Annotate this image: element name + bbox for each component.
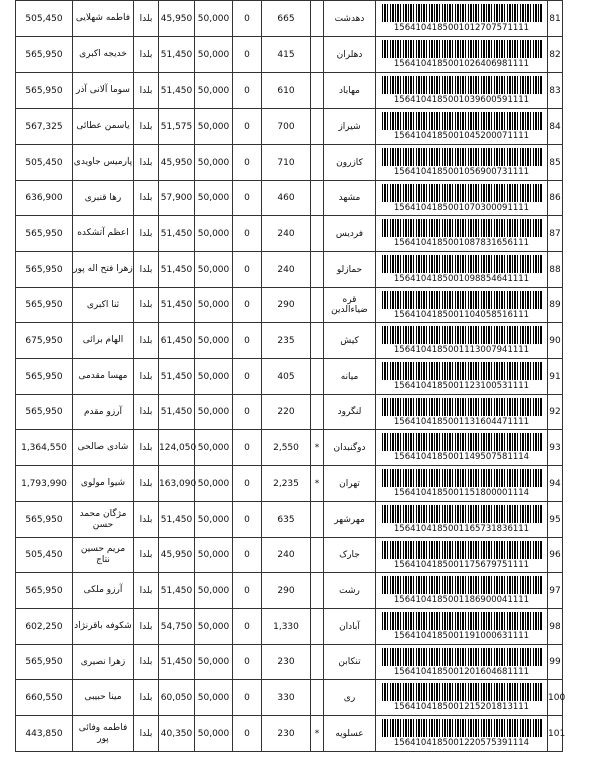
row-number-cell: 96: [548, 538, 563, 573]
flag-cell: [311, 109, 324, 145]
weight-cell: 2,550: [262, 430, 311, 466]
city-cell: مشهد: [324, 181, 376, 216]
unit-cell: بلدا: [134, 37, 159, 73]
barcode-image: [382, 541, 542, 559]
zero-cell: 0: [233, 430, 262, 466]
zero-cell: 0: [233, 466, 262, 502]
barcode-image: [382, 398, 542, 416]
barcode-image: [382, 255, 542, 273]
row-number-cell: 99: [548, 645, 563, 680]
table-row: [16, 216, 563, 252]
barcode-image: [382, 4, 542, 22]
barcode-image: [382, 469, 542, 487]
barcode-cell: [376, 466, 548, 502]
unit-cell: بلدا: [134, 680, 159, 716]
subtotal-cell: 51,450: [159, 216, 195, 252]
flag-cell: [311, 359, 324, 395]
weight-cell: 405: [262, 359, 311, 395]
city-cell: جارک: [324, 538, 376, 573]
tracking-code: 1564104185001175679751111: [393, 559, 530, 570]
weight-cell: 240: [262, 538, 311, 573]
unit-cell: بلدا: [134, 73, 159, 109]
barcode-cell: [376, 145, 548, 181]
flag-cell: [311, 252, 324, 288]
city-cell: دوگنبدان: [324, 430, 376, 466]
base-fee-cell: 50,000: [195, 466, 233, 502]
row-number-cell: 85: [548, 145, 563, 181]
barcode-cell: [376, 73, 548, 109]
unit-cell: بلدا: [134, 181, 159, 216]
zero-cell: 0: [233, 288, 262, 323]
barcode-cell: [376, 430, 548, 466]
city-cell: دهدشت: [324, 1, 376, 37]
city-cell: ری: [324, 680, 376, 716]
row-number-cell: 82: [548, 37, 563, 73]
table-row: [16, 323, 563, 359]
unit-cell: بلدا: [134, 466, 159, 502]
barcode-image: [382, 184, 542, 202]
total-cell: 505,450: [16, 1, 73, 37]
unit-cell: بلدا: [134, 109, 159, 145]
base-fee-cell: 50,000: [195, 1, 233, 37]
total-cell: 505,450: [16, 538, 73, 573]
table-row: [16, 73, 563, 109]
flag-cell: [311, 216, 324, 252]
subtotal-cell: 57,900: [159, 181, 195, 216]
base-fee-cell: 50,000: [195, 395, 233, 430]
recipient-name-cell: شیوا مولوی: [73, 466, 134, 502]
recipient-name-cell: آرزو ملکی: [73, 573, 134, 609]
recipient-name-cell: یاسمن عطائی: [73, 109, 134, 145]
tracking-code: 1564104185001165731836111: [393, 524, 530, 534]
barcode-cell: [376, 395, 548, 430]
recipient-name-cell: مژگان محمد حسن: [73, 502, 134, 538]
recipient-name-cell: شادی صالحی: [73, 430, 134, 466]
total-cell: 1,364,550: [16, 430, 73, 466]
weight-cell: 415: [262, 37, 311, 73]
flag-cell: [311, 323, 324, 359]
table-row: [16, 181, 563, 216]
subtotal-cell: 51,575: [159, 109, 195, 145]
total-cell: 565,950: [16, 645, 73, 680]
barcode-cell: [376, 323, 548, 359]
zero-cell: 0: [233, 181, 262, 216]
base-fee-cell: 50,000: [195, 288, 233, 323]
total-cell: 565,950: [16, 288, 73, 323]
unit-cell: بلدا: [134, 645, 159, 680]
tracking-code: 1564104185001215201813111: [393, 702, 530, 712]
city-cell: فردیس: [324, 216, 376, 252]
base-fee-cell: 50,000: [195, 145, 233, 181]
total-cell: 565,950: [16, 216, 73, 252]
zero-cell: 0: [233, 73, 262, 109]
subtotal-cell: 51,450: [159, 73, 195, 109]
flag-cell: [311, 645, 324, 680]
city-cell: قره ضیاءالدین: [324, 288, 376, 323]
flag-cell: [311, 680, 324, 716]
subtotal-cell: 45,950: [159, 1, 195, 37]
table-row: [16, 37, 563, 73]
row-number-cell: 92: [548, 395, 563, 430]
shipment-table: [15, 0, 566, 752]
table-row: [16, 1, 563, 37]
tracking-code: 1564104185001186900041111: [393, 595, 530, 605]
subtotal-cell: 51,450: [159, 37, 195, 73]
row-number-cell: 93: [548, 430, 563, 466]
barcode-cell: [376, 252, 548, 288]
weight-cell: 240: [262, 216, 311, 252]
subtotal-cell: 45,950: [159, 145, 195, 181]
recipient-name-cell: ثنا اکبری: [73, 288, 134, 323]
weight-cell: 610: [262, 73, 311, 109]
base-fee-cell: 50,000: [195, 716, 233, 752]
weight-cell: 220: [262, 395, 311, 430]
weight-cell: 700: [262, 109, 311, 145]
subtotal-cell: 45,950: [159, 538, 195, 573]
zero-cell: 0: [233, 216, 262, 252]
total-cell: 675,950: [16, 323, 73, 359]
city-cell: عسلویه: [324, 716, 376, 752]
barcode-image: [382, 683, 542, 701]
base-fee-cell: 50,000: [195, 252, 233, 288]
base-fee-cell: 50,000: [195, 216, 233, 252]
city-cell: کیش: [324, 323, 376, 359]
flag-cell: [311, 1, 324, 37]
recipient-name-cell: اعظم آتشکده: [73, 216, 134, 252]
row-number-cell: 101: [548, 716, 563, 752]
barcode-cell: [376, 538, 548, 573]
recipient-name-cell: شکوفه باقرنژاد: [73, 609, 134, 645]
subtotal-cell: 163,090: [159, 466, 195, 502]
weight-cell: 635: [262, 502, 311, 538]
barcode-cell: [376, 609, 548, 645]
barcode-cell: [376, 109, 548, 145]
tracking-code: 1564104185001039600591111: [393, 95, 530, 105]
table-row: [16, 609, 563, 645]
row-number-cell: 91: [548, 359, 563, 395]
tracking-code: 1564104185001123100531111: [393, 381, 530, 391]
barcode-cell: [376, 288, 548, 323]
base-fee-cell: 50,000: [195, 73, 233, 109]
unit-cell: بلدا: [134, 430, 159, 466]
subtotal-cell: 51,450: [159, 359, 195, 395]
weight-cell: 290: [262, 573, 311, 609]
tracking-code: 1564104185001113007941111: [393, 345, 530, 355]
total-cell: 636,900: [16, 181, 73, 216]
base-fee-cell: 50,000: [195, 181, 233, 216]
flag-cell: *: [311, 716, 324, 752]
table-row: [16, 359, 563, 395]
flag-cell: *: [311, 430, 324, 466]
zero-cell: 0: [233, 145, 262, 181]
tracking-code: 1564104185001012707571111: [393, 23, 530, 33]
recipient-name-cell: سوما آلانی آذر: [73, 73, 134, 109]
zero-cell: 0: [233, 395, 262, 430]
weight-cell: 230: [262, 645, 311, 680]
recipient-name-cell: پارمیس جاویدی: [73, 145, 134, 181]
base-fee-cell: 50,000: [195, 645, 233, 680]
table-row: [16, 466, 563, 502]
row-number-cell: 100: [548, 680, 563, 716]
unit-cell: بلدا: [134, 716, 159, 752]
table-row: [16, 680, 563, 716]
flag-cell: [311, 37, 324, 73]
table-row: [16, 645, 563, 680]
table-row: [16, 538, 563, 573]
flag-cell: [311, 609, 324, 645]
tracking-code: 1564104185001149507581114: [393, 452, 530, 462]
row-number-cell: 86: [548, 181, 563, 216]
barcode-image: [382, 433, 542, 451]
flag-cell: [311, 145, 324, 181]
barcode-image: [382, 719, 542, 737]
total-cell: 565,950: [16, 252, 73, 288]
barcode-cell: [376, 216, 548, 252]
barcode-image: [382, 219, 542, 237]
tracking-code: 1564104185001056900731111: [393, 167, 530, 177]
recipient-name-cell: مینا حبیبی: [73, 680, 134, 716]
subtotal-cell: 124,050: [159, 430, 195, 466]
barcode-image: [382, 326, 542, 344]
total-cell: 567,325: [16, 109, 73, 145]
subtotal-cell: 54,750: [159, 609, 195, 645]
barcode-image: [382, 148, 542, 166]
total-cell: 660,550: [16, 680, 73, 716]
base-fee-cell: 50,000: [195, 359, 233, 395]
row-number-cell: 81: [548, 1, 563, 37]
base-fee-cell: 50,000: [195, 538, 233, 573]
base-fee-cell: 50,000: [195, 502, 233, 538]
total-cell: 505,450: [16, 145, 73, 181]
weight-cell: 2,235: [262, 466, 311, 502]
total-cell: 602,250: [16, 609, 73, 645]
subtotal-cell: 60,050: [159, 680, 195, 716]
unit-cell: بلدا: [134, 252, 159, 288]
row-number-cell: 88: [548, 252, 563, 288]
shipment-list-sheet: [15, 0, 566, 752]
unit-cell: بلدا: [134, 502, 159, 538]
total-cell: 565,950: [16, 395, 73, 430]
weight-cell: 240: [262, 252, 311, 288]
row-number-cell: 95: [548, 502, 563, 538]
city-cell: مهاباد: [324, 73, 376, 109]
city-cell: کازرون: [324, 145, 376, 181]
table-row: [16, 430, 563, 466]
city-cell: میانه: [324, 359, 376, 395]
base-fee-cell: 50,000: [195, 109, 233, 145]
row-number-cell: 83: [548, 73, 563, 109]
table-row: [16, 395, 563, 430]
table-row: [16, 109, 563, 145]
base-fee-cell: 50,000: [195, 323, 233, 359]
tracking-code: 1564104185001220575391114: [393, 738, 530, 748]
weight-cell: 460: [262, 181, 311, 216]
barcode-image: [382, 76, 542, 94]
subtotal-cell: 51,450: [159, 252, 195, 288]
zero-cell: 0: [233, 680, 262, 716]
tracking-code: 1564104185001087831656111: [393, 238, 530, 248]
unit-cell: بلدا: [134, 216, 159, 252]
zero-cell: 0: [233, 252, 262, 288]
flag-cell: [311, 288, 324, 323]
base-fee-cell: 50,000: [195, 573, 233, 609]
row-number-cell: 87: [548, 216, 563, 252]
tracking-code: 1564104185001191000631111: [393, 631, 530, 641]
recipient-name-cell: فاطمه شهلایی: [73, 1, 134, 37]
recipient-name-cell: الهام برائی: [73, 323, 134, 359]
recipient-name-cell: فاطمه وفائی پور: [73, 716, 134, 752]
tracking-code: 1564104185001026406981111: [393, 59, 530, 69]
table-body: [16, 1, 566, 752]
flag-cell: [311, 573, 324, 609]
unit-cell: بلدا: [134, 1, 159, 37]
unit-cell: بلدا: [134, 609, 159, 645]
weight-cell: 710: [262, 145, 311, 181]
tracking-code: 1564104185001104058516111: [393, 309, 530, 320]
unit-cell: بلدا: [134, 288, 159, 323]
tracking-code: 1564104185001070300091111: [393, 202, 530, 213]
base-fee-cell: 50,000: [195, 37, 233, 73]
row-number-cell: 98: [548, 609, 563, 645]
barcode-image: [382, 291, 542, 309]
total-cell: 443,850: [16, 716, 73, 752]
weight-cell: 665: [262, 1, 311, 37]
weight-cell: 290: [262, 288, 311, 323]
tracking-code: 1564104185001201604681111: [393, 666, 530, 677]
tracking-code: 1564104185001131604471111: [393, 416, 530, 427]
barcode-image: [382, 612, 542, 630]
weight-cell: 235: [262, 323, 311, 359]
recipient-name-cell: خدیجه اکبری: [73, 37, 134, 73]
unit-cell: بلدا: [134, 538, 159, 573]
barcode-image: [382, 648, 542, 666]
barcode-cell: [376, 680, 548, 716]
zero-cell: 0: [233, 1, 262, 37]
row-number-cell: 94: [548, 466, 563, 502]
recipient-name-cell: آرزو مقدم: [73, 395, 134, 430]
zero-cell: 0: [233, 37, 262, 73]
table-row: [16, 145, 563, 181]
row-number-cell: 89: [548, 288, 563, 323]
unit-cell: بلدا: [134, 573, 159, 609]
city-cell: حمازلو: [324, 252, 376, 288]
barcode-image: [382, 576, 542, 594]
total-cell: 1,793,990: [16, 466, 73, 502]
zero-cell: 0: [233, 323, 262, 359]
barcode-cell: [376, 645, 548, 680]
tracking-code: 1564104185001098854641111: [393, 274, 530, 284]
barcode-cell: [376, 1, 548, 37]
subtotal-cell: 51,450: [159, 573, 195, 609]
city-cell: دهلران: [324, 37, 376, 73]
subtotal-cell: 51,450: [159, 502, 195, 538]
barcode-cell: [376, 37, 548, 73]
row-number-cell: 97: [548, 573, 563, 609]
total-cell: 565,950: [16, 37, 73, 73]
city-cell: لنگرود: [324, 395, 376, 430]
base-fee-cell: 50,000: [195, 430, 233, 466]
recipient-name-cell: مریم حسین نتاج: [73, 538, 134, 573]
barcode-cell: [376, 716, 548, 752]
zero-cell: 0: [233, 109, 262, 145]
subtotal-cell: 51,450: [159, 395, 195, 430]
recipient-name-cell: زهرا فتح اله پور: [73, 252, 134, 288]
total-cell: 565,950: [16, 73, 73, 109]
unit-cell: بلدا: [134, 395, 159, 430]
zero-cell: 0: [233, 359, 262, 395]
zero-cell: 0: [233, 645, 262, 680]
barcode-image: [382, 112, 542, 130]
unit-cell: بلدا: [134, 145, 159, 181]
base-fee-cell: 50,000: [195, 680, 233, 716]
city-cell: شیراز: [324, 109, 376, 145]
total-cell: 565,950: [16, 502, 73, 538]
flag-cell: [311, 73, 324, 109]
city-cell: آبادان: [324, 609, 376, 645]
table-row: [16, 288, 563, 323]
subtotal-cell: 51,450: [159, 645, 195, 680]
zero-cell: 0: [233, 716, 262, 752]
flag-cell: [311, 538, 324, 573]
table-row: [16, 502, 563, 538]
weight-cell: 330: [262, 680, 311, 716]
barcode-cell: [376, 181, 548, 216]
row-number-cell: 90: [548, 323, 563, 359]
barcode-image: [382, 505, 542, 523]
barcode-image: [382, 362, 542, 380]
flag-cell: [311, 181, 324, 216]
unit-cell: بلدا: [134, 323, 159, 359]
unit-cell: بلدا: [134, 359, 159, 395]
zero-cell: 0: [233, 538, 262, 573]
total-cell: 565,950: [16, 359, 73, 395]
barcode-cell: [376, 502, 548, 538]
base-fee-cell: 50,000: [195, 609, 233, 645]
city-cell: تهران: [324, 466, 376, 502]
barcode-cell: [376, 573, 548, 609]
city-cell: مهرشهر: [324, 502, 376, 538]
barcode-cell: [376, 359, 548, 395]
total-cell: 565,950: [16, 573, 73, 609]
table-row: [16, 716, 563, 752]
subtotal-cell: 40,350: [159, 716, 195, 752]
barcode-image: [382, 40, 542, 58]
city-cell: رشت: [324, 573, 376, 609]
zero-cell: 0: [233, 573, 262, 609]
zero-cell: 0: [233, 609, 262, 645]
flag-cell: [311, 502, 324, 538]
table-row: [16, 252, 563, 288]
weight-cell: 1,330: [262, 609, 311, 645]
subtotal-cell: 61,450: [159, 323, 195, 359]
recipient-name-cell: مهسا مقدمی: [73, 359, 134, 395]
subtotal-cell: 51,450: [159, 288, 195, 323]
row-number-cell: 84: [548, 109, 563, 145]
city-cell: تنکابن: [324, 645, 376, 680]
weight-cell: 230: [262, 716, 311, 752]
flag-cell: [311, 395, 324, 430]
tracking-code: 1564104185001151800001114: [393, 488, 530, 498]
recipient-name-cell: رها قنبری: [73, 181, 134, 216]
zero-cell: 0: [233, 502, 262, 538]
tracking-code: 1564104185001045200071111: [393, 131, 530, 141]
flag-cell: *: [311, 466, 324, 502]
recipient-name-cell: زهرا نصیری: [73, 645, 134, 680]
table-row: [16, 573, 563, 609]
